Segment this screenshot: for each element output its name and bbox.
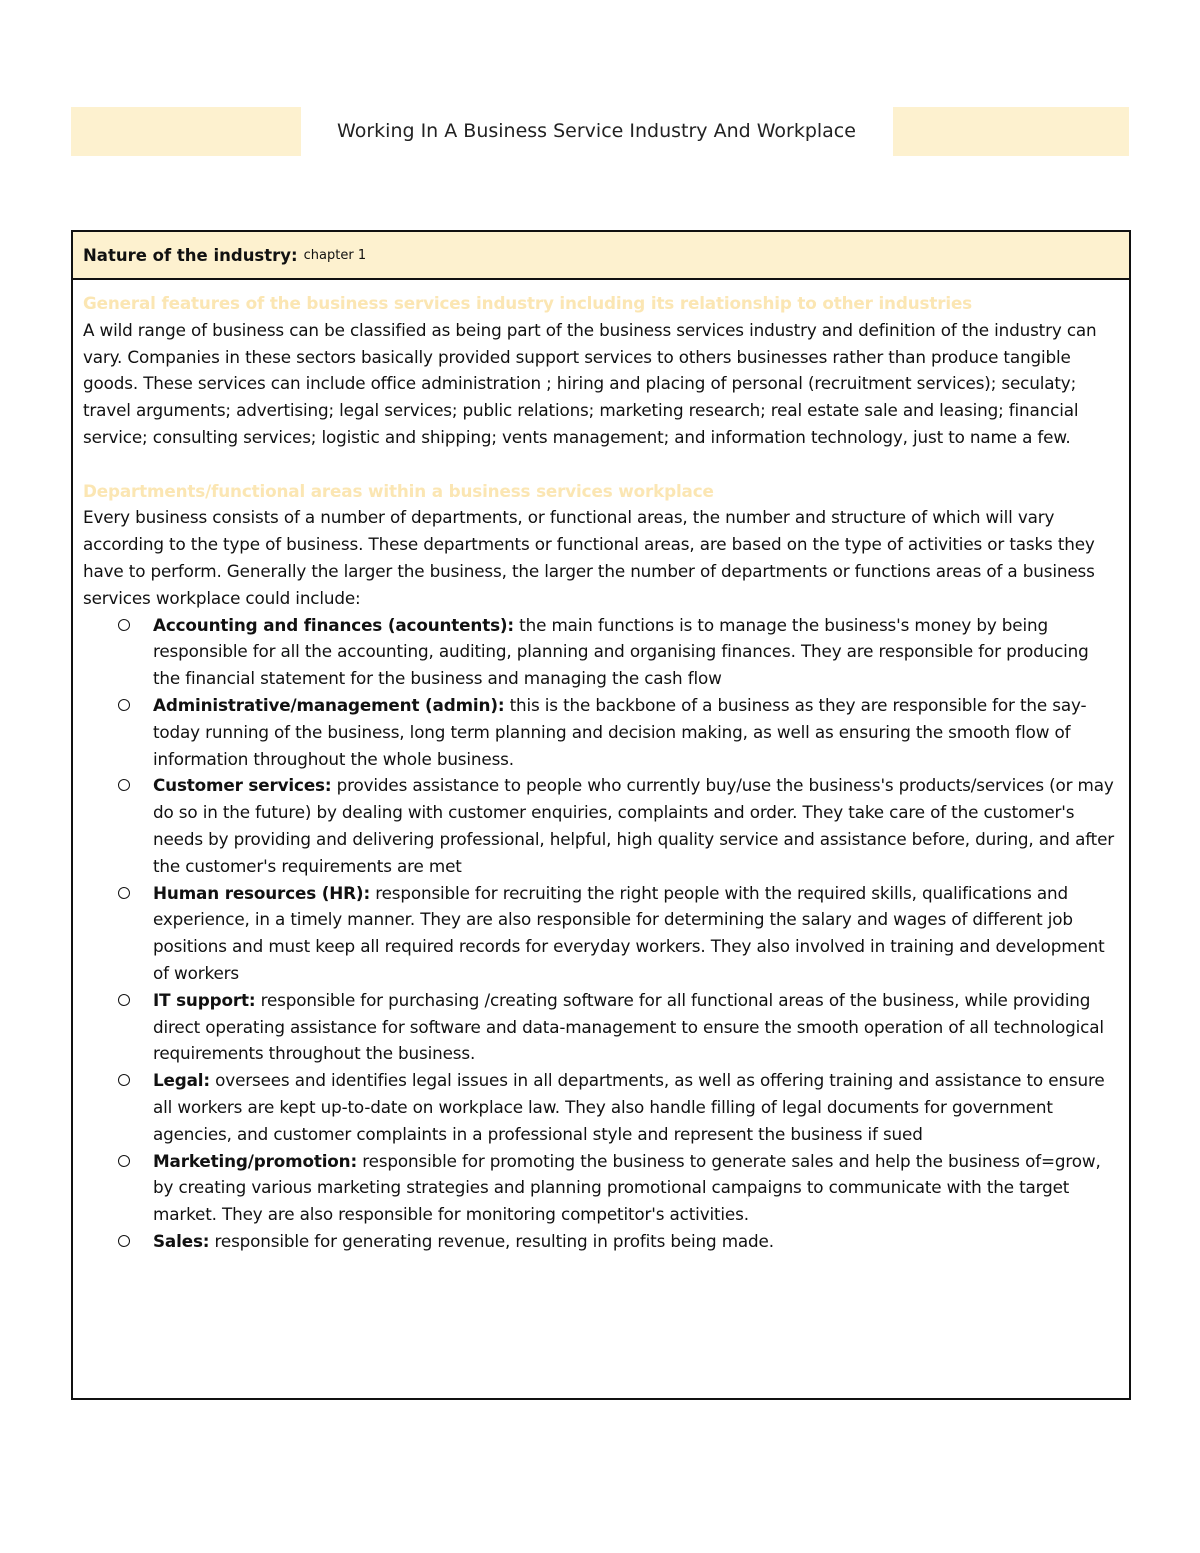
header-accent-left xyxy=(71,107,301,156)
box-body xyxy=(73,280,1129,1255)
circle-bullet-icon xyxy=(118,1235,130,1247)
list-item-term: Administrative/management (admin): xyxy=(153,694,505,715)
list-item-term: Sales: xyxy=(153,1230,210,1251)
list-item-text: responsible for purchasing /creating software for all functional areas of the business, while providing direct operating assistance for software and data-management to ensure the smooth operation of all technological requirements throughout the business. xyxy=(153,989,1104,1064)
list-item-text: provides assistance to people who currently buy/use the business's products/services (or may do so in the future) by dealing with customer enquiries, complaints and order. They take care of the customer's needs by providing and delivering professional, helpful, high quality service and assistance before, during, and after the customer's requirements are met xyxy=(153,775,1115,876)
circle-bullet-icon xyxy=(118,994,130,1006)
circle-bullet-icon xyxy=(118,779,130,791)
circle-bullet-icon xyxy=(118,1155,130,1167)
list-item-text: responsible for generating revenue, resulting in profits being made. xyxy=(209,1230,774,1251)
list-item xyxy=(153,772,1119,879)
circle-bullet-icon xyxy=(118,887,130,899)
list-item-term: IT support: xyxy=(153,989,256,1010)
list-item xyxy=(153,1067,1119,1147)
list-item xyxy=(153,612,1119,692)
list-item xyxy=(153,880,1119,987)
section-title-departments: Departments/functional areas within a business services workplace xyxy=(83,480,714,501)
header-accent-right xyxy=(893,107,1129,156)
box-header-label: Nature of the industry: xyxy=(83,245,298,265)
content-box xyxy=(71,230,1131,1400)
list-item-term: Customer services: xyxy=(153,775,332,796)
box-header-chapter: chapter 1 xyxy=(303,247,367,263)
list-item xyxy=(153,1148,1119,1228)
list-item-text: oversees and identifies legal issues in all departments, as well as offering training and assistance to ensure all workers are kept up-to-date on workplace law. They also handle filling of legal documents for government agencies, and customer complaints in a professional style and represent the business if sued xyxy=(153,1070,1105,1144)
list-item xyxy=(153,1228,1119,1255)
circle-bullet-icon xyxy=(118,699,130,711)
list-item-text: the main functions is to manage the business's money by being responsible for all the accounting, auditing, planning and organising finances. They are responsible for producing the financial statement for the business and managing the cash flow xyxy=(153,614,1089,689)
departments-list xyxy=(83,612,1119,1255)
circle-bullet-icon xyxy=(118,619,130,631)
list-item-text: responsible for recruiting the right people with the required skills, qualifications and experience, in a timely manner. They are also responsible for determining the salary and wages of different job positions and must keep all required records for everyday workers. They also involved in training and development of workers xyxy=(153,882,1105,983)
list-item-term: Legal: xyxy=(153,1070,210,1091)
section-gap xyxy=(83,451,1119,478)
list-item-term: Marketing/promotion: xyxy=(153,1150,358,1171)
document-title: Working In A Business Service Industry And Workplace xyxy=(337,120,856,142)
circle-bullet-icon xyxy=(118,1074,130,1086)
list-item xyxy=(153,692,1119,772)
list-item-text: this is the backbone of a business as they are responsible for the say-today running of the business, long term planning and decision making, as well as ensuring the smooth flow of information throughout the whole business. xyxy=(153,694,1087,769)
list-item xyxy=(153,987,1119,1067)
list-item-text: responsible for promoting the business to generate sales and help the business of=grow, by creating various marketing strategies and planning promotional campaigns to communicate with the target market. They are also responsible for monitoring competitor's activities. xyxy=(153,1150,1101,1225)
section-title-general-features: General features of the business services industry including its relationship to other industries xyxy=(83,293,973,313)
section-paragraph-general-features: A wild range of business can be classified as being part of the business services industry and definition of the industry can vary. Companies in these sectors basically provided support services to others businesses rather than produce tangible goods. These services can include office administration ; hiring and placing of personal (recruitment services); seculaty; travel arguments; advertising; legal services; public relations; marketing research; real estate sale and leasing; financial service; consulting services; logistic and shipping; vents management; and information technology, just to name a few. xyxy=(83,319,1097,447)
box-header xyxy=(73,232,1129,280)
list-item-term: Accounting and finances (acountents): xyxy=(153,614,514,635)
list-item-term: Human resources (HR): xyxy=(153,882,371,903)
section-paragraph-departments: Every business consists of a number of departments, or functional areas, the number and structure of which will vary according to the type of business. These departments or functional areas, are based on the type of activities or tasks they have to perform. Generally the larger the business, the larger the number of departments or functions areas of a business services workplace could include: xyxy=(83,507,1095,608)
